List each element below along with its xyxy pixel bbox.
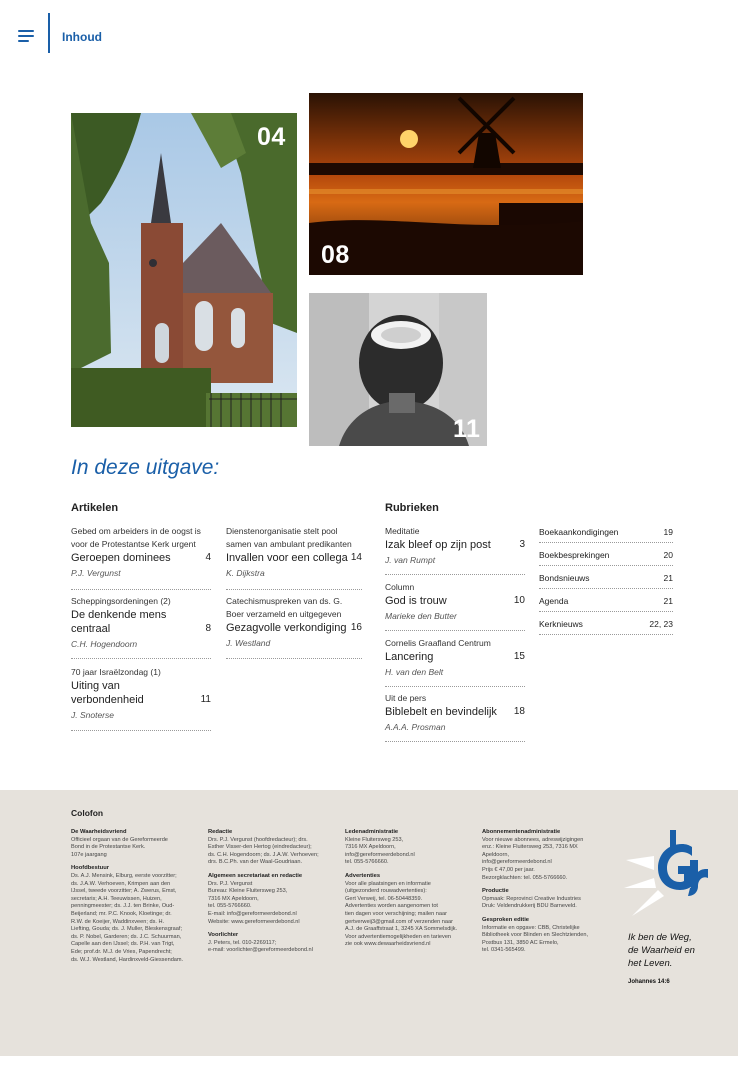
colofon-line: info@gereformeerdebond.nl — [345, 851, 415, 858]
article-author: J. Westland — [226, 638, 271, 648]
rubriek-link-page: 20 — [663, 550, 673, 560]
rubriek-link-page: 21 — [663, 596, 673, 606]
colofon-line: Advertenties worden aangenomen tot — [345, 903, 438, 910]
article-entry[interactable] — [71, 666, 211, 731]
colofon-line: tel. 055-5766660. — [345, 859, 389, 866]
article-title: Gezagvolle verkondiging — [226, 622, 347, 634]
colofon-line: Capelle aan den IJssel; ds. P.H. van Trigt, — [71, 941, 175, 948]
rubriek-entry[interactable] — [385, 692, 525, 742]
rubriek-category: Cornelis Graafland Centrum — [385, 638, 491, 648]
colofon-heading: Redactie — [208, 829, 233, 835]
colofon-block — [71, 829, 201, 859]
colofon-block — [208, 932, 338, 955]
rubrieken-heading: Rubrieken — [385, 502, 439, 514]
colofon-line: (uitgezonderd rouwadvertenties): — [345, 888, 427, 895]
rubriek-link-page: 19 — [663, 527, 673, 537]
rubriek-title: Izak bleef op zijn post — [385, 539, 491, 551]
rubriek-link[interactable] — [539, 568, 673, 589]
colofon-line: Postbus 131, 3850 AC Ermelo, — [482, 939, 559, 946]
church-image — [71, 113, 297, 427]
rubriek-link-page: 21 — [663, 573, 673, 583]
article-author: C.H. Hogendoorn — [71, 639, 138, 649]
colofon-heading: Voorlichter — [208, 932, 239, 939]
article-title: Uiting van verbondenheid — [71, 680, 144, 706]
article-category: 70 jaar Israëlzondag (1) — [71, 667, 161, 677]
colofon-line: penningmeester; ds. J.J. ten Brinke, Oud- — [71, 903, 175, 910]
colofon-line: Gert Verweij, tel. 06-50448359. — [345, 895, 423, 902]
colofon-heading: De Waarheidsvriend — [71, 829, 127, 835]
colofon-line: tien dagen voor verschijning; mailen naar — [345, 910, 447, 917]
article-page: 8 — [205, 623, 211, 634]
article-author: P.J. Vergunst — [71, 568, 121, 578]
colofon-block — [345, 829, 475, 867]
colofon-line: drs. B.C.Ph. van der Waal-Goudriaan. — [208, 859, 302, 866]
colofon-block — [208, 829, 338, 867]
top-bar — [0, 0, 738, 62]
photo-number: 04 — [257, 123, 286, 151]
colofon-line: ds. W.J. Westland, Hardinxveld-Giessendam. — [71, 956, 184, 963]
article-entry[interactable] — [71, 595, 211, 659]
gb-logo — [624, 826, 708, 918]
colofon-line: R.W. de Koeijer, Waddinxveen; ds. H. — [71, 918, 165, 925]
rubriek-link[interactable] — [539, 614, 673, 635]
colofon-line: Beijerland; mr. P.C. Knook, Kloetinge; dr. — [71, 910, 172, 917]
photo-church[interactable] — [71, 113, 297, 427]
rubriek-link-label: Boekaankondigingen — [539, 527, 619, 537]
rubriek-link-page: 22, 23 — [649, 619, 673, 629]
colofon-motto — [628, 931, 695, 970]
rubriek-link-label: Agenda — [539, 596, 569, 606]
colofon-line: IJssel, tweede voorzitter; A. Zwerus, Emst, — [71, 888, 177, 895]
colofon-line: ds. J.A.W. Verhoeven, Krimpen aan den — [71, 880, 171, 887]
article-category: Catechismuspreken van ds. G. Boer verzameld en uitgegeven — [226, 596, 343, 619]
colofon-line: Website: www.gereformeerdebond.nl — [208, 918, 300, 925]
colofon-heading: Hoofdbestuur — [71, 865, 109, 872]
colofon-line: Bureau: Kleine Fluitersweg 253, — [208, 888, 288, 895]
colofon-line: Liefting, Gouda; ds. J. Muller, Bleskensgraaf; — [71, 926, 183, 933]
rubriek-link[interactable] — [539, 591, 673, 612]
colofon-line: Drs. P.J. Vergunst — [208, 880, 253, 887]
colofon-block — [482, 917, 617, 955]
colofon-line: 107e jaargang — [71, 851, 107, 858]
issue-title: In deze uitgave: — [71, 456, 220, 479]
rubriek-category: Column — [385, 582, 415, 592]
colofon-line: gertverweij3@gmail.com of verzenden naar — [345, 918, 453, 925]
motto-line: het Leven. — [628, 958, 673, 969]
rubriek-author: Marieke den Butter — [385, 611, 457, 621]
colofon-line: Informatie en opgave: CBB, Christelijke — [482, 924, 580, 931]
colofon-block — [71, 865, 201, 964]
colofon-line: Prijs € 47,00 per jaar. — [482, 866, 535, 873]
rubriek-link-label: Kerknieuws — [539, 619, 583, 629]
rubriek-page: 10 — [513, 595, 525, 606]
article-entry[interactable] — [226, 525, 362, 590]
colofon-line: Drs. P.J. Vergunst (hoofdredacteur); drs. — [208, 836, 308, 843]
article-author: K. Dijkstra — [226, 568, 265, 578]
rubriek-link-label: Boekbesprekingen — [539, 550, 610, 560]
article-page: 11 — [200, 694, 211, 705]
colofon-line: Apeldoorn, — [482, 851, 510, 858]
colofon-line: enz.: Kleine Fluitersweg 253, 7316 MX — [482, 844, 578, 851]
colofon-line: J. Peters, tel. 010-2269117; — [208, 939, 277, 946]
colofon-line: Voor advertentiemogelijkheden en tarieven — [345, 933, 452, 940]
rubriek-category: Meditatie — [385, 526, 420, 536]
colofon-line: Ede; prof.dr. M.J. de Vries, Papendrecht; — [71, 948, 172, 955]
colofon-heading: Gesproken editie — [482, 916, 530, 923]
article-category: Dienstenorganisatie stelt pool samen van ambulant predikanten — [226, 526, 352, 549]
motto-line: de Waarheid en — [628, 945, 695, 956]
article-page: 4 — [205, 552, 211, 563]
rubriek-page: 18 — [513, 706, 525, 717]
article-title: Geroepen dominees — [71, 552, 171, 564]
article-page: 14 — [350, 552, 362, 563]
nav-title[interactable]: Inhoud — [62, 30, 102, 44]
colofon-heading: Ledenadministratie — [345, 829, 399, 835]
photo-kippah[interactable] — [309, 293, 487, 446]
colofon-line: ds. P. Nobel, Garderen; ds. J.C. Schuurman, — [71, 933, 182, 940]
colofon-column — [345, 829, 475, 955]
colofon-heading: Advertenties — [345, 872, 381, 879]
colofon-line: info@gereformeerdebond.nl — [482, 859, 552, 866]
windmill-image — [309, 93, 583, 275]
colofon-column — [71, 829, 201, 970]
colofon-heading: Productie — [482, 888, 509, 895]
colofon-line: Bond in de Protestantse Kerk. — [71, 844, 146, 851]
rubriek-link[interactable] — [539, 522, 673, 543]
motto-reference: Johannes 14:6 — [628, 979, 670, 985]
rubriek-page: 3 — [519, 539, 525, 550]
rubriek-category: Uit de pers — [385, 693, 427, 703]
colofon-line: secretaris; A.H. Teeuwissen, Huizen, — [71, 895, 162, 902]
colofon-line: 7316 MX Apeldoorn, — [345, 844, 396, 851]
article-title: Invallen voor een collega — [226, 552, 348, 564]
colofon-line: e-mail: voorlichter@gereformeerdebond.nl — [208, 947, 313, 954]
rubriek-link[interactable] — [539, 545, 673, 566]
rubriek-title: Biblebelt en bevindelijk — [385, 706, 497, 718]
article-category: Scheppingsordeningen (2) — [71, 596, 171, 606]
colofon-line: 7316 MX Apeldoorn, — [208, 895, 259, 902]
colofon-line: Opmaak: Reprovinci Creative Industries — [482, 895, 581, 902]
rubriek-author: A.A.A. Prosman — [385, 722, 446, 732]
colofon-line: tel. 0341-565499. — [482, 947, 526, 954]
article-title: De denkende mens centraal — [71, 609, 167, 635]
colofon-line: Esther Visser-den Hertog (eindredacteur); — [208, 844, 312, 851]
photo-number: 08 — [321, 241, 350, 269]
rubriek-author: H. van den Belt — [385, 667, 444, 677]
photo-number: 11 — [453, 415, 481, 443]
colofon-heading: Algemeen secretariaat en redactie — [208, 872, 303, 879]
colofon-line: Voor nieuwe abonnees, adreswijzigingen — [482, 836, 584, 843]
colofon-line: Druk: Veldendrukkerij BDU Barneveld. — [482, 903, 577, 910]
article-category: Gebed om arbeiders in de oogst is voor de Protestantse Kerk urgent — [71, 526, 201, 549]
colofon-heading: Abonnementenadministratie — [482, 829, 561, 835]
menu-icon[interactable] — [18, 30, 34, 42]
colofon-block — [208, 873, 338, 926]
colofon-line: Kleine Fluitersweg 253, — [345, 836, 404, 843]
colofon-line: zie ook www.dewaarheidsvriend.nl — [345, 941, 431, 948]
colofon-line: E-mail: info@gereformeerdebond.nl — [208, 910, 297, 917]
article-entry[interactable] — [71, 525, 211, 590]
colofon-block — [345, 873, 475, 949]
colofon-line: ds. C.H. Hogendoorn; ds. J.A.W. Verhoeven; — [208, 851, 319, 858]
rubriek-entry[interactable] — [385, 581, 525, 631]
colofon-column — [482, 829, 617, 961]
colofon-line: A.J. de Graaffstraat 1, 3245 XA Sommelsdijk. — [345, 926, 458, 933]
rubriek-title: God is trouw — [385, 595, 447, 607]
nav-divider — [48, 13, 50, 53]
article-entry[interactable] — [226, 595, 362, 659]
article-author: J. Snoterse — [71, 710, 114, 720]
colofon-line: tel. 055-5766660. — [208, 903, 252, 910]
artikelen-heading: Artikelen — [71, 502, 119, 514]
colofon-block — [482, 888, 617, 911]
colofon-column — [208, 829, 338, 961]
rubriek-author: J. van Rumpt — [385, 555, 436, 565]
rubriek-link-label: Bondsnieuws — [539, 573, 590, 583]
colofon-line: Officieel orgaan van de Gereformeerde — [71, 836, 168, 843]
rubriek-title: Lancering — [385, 651, 434, 663]
colofon-title: Colofon — [71, 808, 104, 818]
colofon-line: Bibliotheek voor Blinden en Slechtzienden, — [482, 932, 589, 939]
rubriek-entry[interactable] — [385, 525, 525, 575]
colofon-block — [482, 829, 617, 882]
rubriek-page: 15 — [513, 651, 525, 662]
motto-line: Ik ben de Weg, — [628, 932, 692, 943]
photo-windmill[interactable] — [309, 93, 583, 275]
colofon-line: Voor alle plaatsingen en informatie — [345, 880, 431, 887]
rubriek-entry[interactable] — [385, 637, 525, 687]
article-page: 16 — [350, 622, 362, 633]
colofon-line: Bezorgklachten: tel. 055-5766660. — [482, 874, 568, 881]
colofon-line: Ds. A.J. Mensink, Elburg, eerste voorzitter; — [71, 872, 177, 879]
